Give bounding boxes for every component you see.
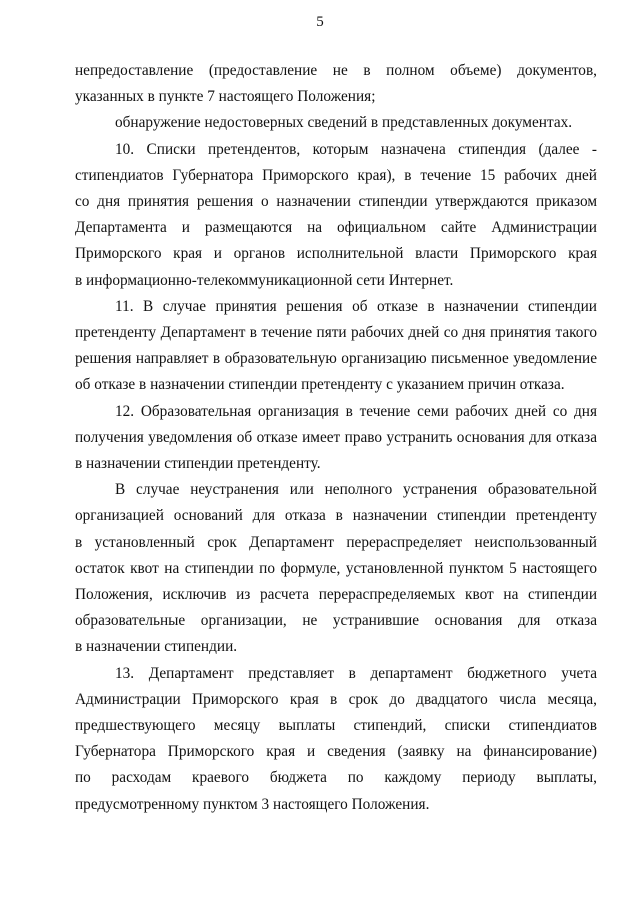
- text-line: об отказе в назначении стипендии претенденту с указанием причин отказа.: [75, 376, 565, 394]
- text-line: со дня принятия решения о назначении стипендии утверждаются приказом: [75, 193, 597, 211]
- text-line: Губернатора Приморского края и сведения (заявку на финансирование): [75, 743, 597, 761]
- paragraph-redistribution: [75, 477, 597, 660]
- paragraph-continuation: [75, 58, 597, 110]
- text-line: в информационно-телекоммуникационной сети Интернет.: [75, 271, 454, 289]
- text-line: Положения, исключив из расчета перераспределяемых квот на стипендии: [75, 586, 597, 604]
- text-line: стипендиатов Губернатора Приморского края), в течение 15 рабочих дней: [75, 166, 597, 184]
- text-line: образовательные организации, не устранившие основания для отказа: [75, 612, 597, 630]
- paragraph-item-11: [75, 294, 597, 399]
- text-line: 12. Образовательная организация в течение семи рабочих дней со дня: [115, 402, 597, 420]
- paragraph-item-13: [75, 661, 597, 818]
- text-line: в назначении стипендии претенденту.: [75, 455, 321, 473]
- text-line: получения уведомления об отказе имеет право устранить основания для отказа: [75, 428, 597, 446]
- text-line: организацией оснований для отказа в назначении стипендии претенденту: [75, 507, 597, 525]
- text-line: обнаружение недостоверных сведений в представленных документах.: [115, 114, 573, 132]
- text-line: решения направляет в образовательную организацию письменное уведомление: [75, 350, 597, 368]
- text-line: Департамента и размещаются на официальном сайте Администрации: [75, 219, 597, 237]
- paragraph-false-info: [75, 110, 597, 136]
- text-line: 10. Списки претендентов, которым назначена стипендия (далее -: [115, 140, 597, 158]
- text-line: 11. В случае принятия решения об отказе в назначении стипендии: [115, 297, 597, 315]
- text-line: в назначении стипендии.: [75, 638, 238, 656]
- text-line: в установленный срок Департамент перераспределяет неиспользованный: [75, 533, 597, 551]
- paragraph-item-12: [75, 399, 597, 478]
- text-line: предшествующего месяцу выплаты стипендий, списки стипендиатов: [75, 717, 597, 735]
- text-line: претенденту Департамент в течение пяти рабочих дней со дня принятия такого: [75, 324, 597, 342]
- text-line: предусмотренному пунктом 3 настоящего Положения.: [75, 795, 430, 813]
- text-line: указанных в пункте 7 настоящего Положения;: [75, 88, 376, 106]
- text-line: Приморского края и органов исполнительной власти Приморского края: [75, 245, 597, 263]
- text-line: Администрации Приморского края в срок до двадцатого числа месяца,: [75, 690, 597, 708]
- paragraph-item-10: [75, 137, 597, 294]
- text-line: остаток квот на стипендии по формуле, установленной пунктом 5 настоящего: [75, 559, 597, 577]
- text-line: В случае неустранения или неполного устранения образовательной: [115, 481, 597, 499]
- document-body: [75, 58, 597, 818]
- text-line: по расходам краевого бюджета по каждому периоду выплаты,: [75, 769, 597, 787]
- page-number: 5: [316, 14, 324, 30]
- text-line: непредоставление (предоставление не в полном объеме) документов,: [75, 62, 597, 79]
- text-line: 13. Департамент представляет в департамент бюджетного учета: [115, 664, 597, 682]
